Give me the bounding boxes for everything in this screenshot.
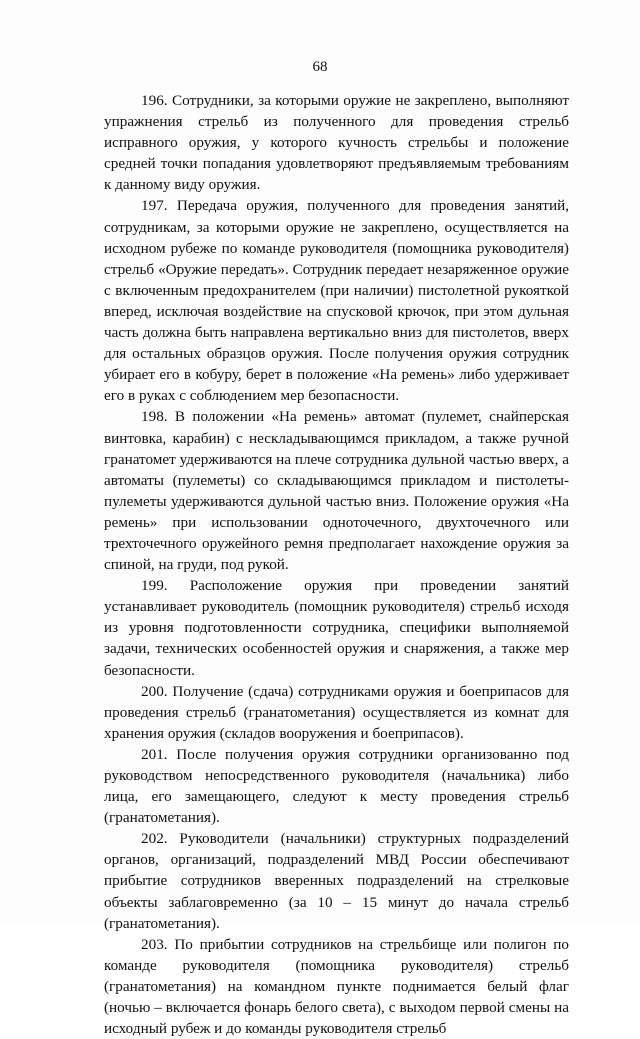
- page-number: 68: [312, 59, 328, 75]
- paragraph-201: 201. После получения оружия сотрудники организованно под руководством непосредственного руководителя (начальника) либо лица, его замещающего, следуют к месту проведения стрельб (гранатометания).: [104, 745, 569, 827]
- paragraph-196: 196. Сотрудники, за которыми оружие не закреплено, выполняют упражнения стрельб из полученного для проведения стрельб исправного оружия, у которого кучность стрельбы и положение средней точки попадания удовлетворяют предъявляемым требованиям к данному виду оружия.: [104, 92, 569, 194]
- paragraph-198: 198. В положении «На ремень» автомат (пулемет, снайперская винтовка, карабин) с нескладывающимся прикладом, а также ручной гранатомет удерживаются на плече сотрудника дульной частью вверх, а автоматы (пулеметы) со складывающимся прикладом и пистолеты-пулеметы удерживаются дульной частью вниз. Положение оружия «На ремень» при использовании одноточечного, двухточечного или трехточечного оружейного ремня предполагает нахождение оружия за спиной, на груди, под рукой.: [104, 408, 569, 574]
- paragraph-200: 200. Получение (сдача) сотрудниками оружия и боеприпасов для проведения стрельб (гранатометания) осуществляется из комнат для хранения оружия (складов вооружения и боеприпасов).: [104, 682, 569, 742]
- paragraph-197: 197. Передача оружия, полученного для проведения занятий, сотрудникам, за которыми оружие не закреплено, осуществляется на исходном рубеже по команде руководителя (помощника руководителя) стрельб «Оружие передать». Сотрудник передает незаряженное оружие с включенным предохранителем (при наличии) пистолетной рукояткой вперед, исключая воздействие на спусковой крючок, при этом дульная часть должна быть направлена вертикально вниз для пистолетов, вверх для остальных образцов оружия. После получения оружия сотрудник убирает его в кобуру, берет в положение «На ремень» либо удерживает его в руках с соблюдением мер безопасности.: [104, 197, 569, 405]
- document-body: [104, 90, 569, 1039]
- paragraph-199: 199. Расположение оружия при проведении занятий устанавливает руководитель (помощник руководителя) стрельб исходя из уровня подготовленности сотрудника, специфики выполняемой задачи, технических особенностей оружия и снаряжения, а также мер безопасности.: [104, 577, 569, 679]
- paragraph-202: 202. Руководители (начальники) структурных подразделений органов, организаций, подразделений МВД России обеспечивают прибытие сотрудников вверенных подразделений на стрелковые объекты заблаговременно (за 10 – 15 минут до начала стрельб (гранатометания).: [104, 830, 569, 932]
- paragraph-203: 203. По прибытии сотрудников на стрельбище или полигон по команде руководителя (помощника руководителя) стрельб (гранатометания) на командном пункте поднимается белый флаг (ночью – включается фонарь белого света), с выходом первой смены на исходный рубеж и до команды руководителя стрельб: [104, 935, 569, 1038]
